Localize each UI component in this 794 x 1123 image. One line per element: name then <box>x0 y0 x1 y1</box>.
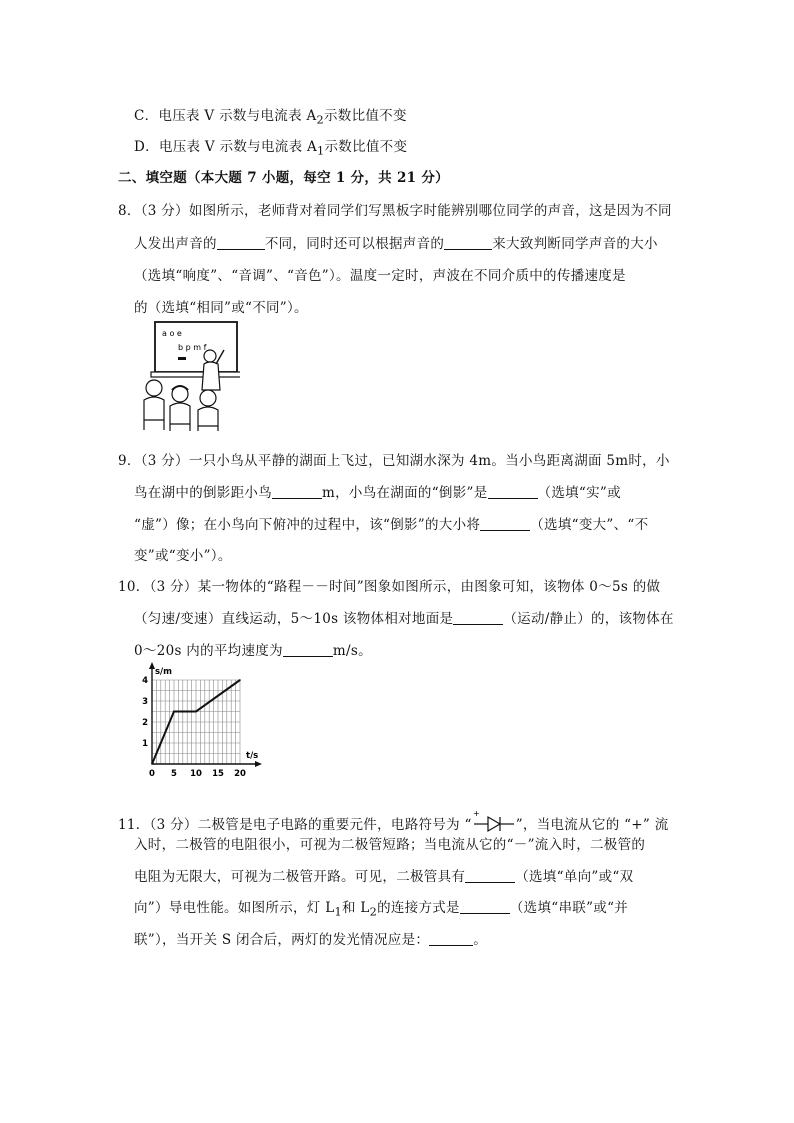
text: m/s。 <box>332 643 372 659</box>
text: 。 <box>473 932 487 948</box>
x-tick-label: 10 <box>190 769 202 779</box>
text: （选填“单向”或“双 <box>515 869 634 885</box>
text: 来大致判断同学声音的大小 <box>492 236 658 252</box>
q8-line1: 8．（3 分）如图所示，老师背对着同学们写黑板字时能辨别哪位同学的声音，这是因为不同 <box>118 203 672 219</box>
answer-blank[interactable] <box>272 485 322 500</box>
text: （选填“串联”或“并 <box>509 900 629 916</box>
x-axis-label: t/s <box>246 751 259 761</box>
data-point <box>195 711 197 713</box>
q11-line2: 入时，二极管的电阻很小，可视为二极管短路；当电流从它的“－”流入时，二极管的 <box>134 837 646 853</box>
option-text: 示数比值不变 <box>324 139 408 155</box>
text: 0～20s 内的平均速度为 <box>134 643 283 659</box>
q10-line2 <box>134 607 674 627</box>
answer-blank[interactable] <box>453 611 503 626</box>
q9-line4: 变”或“变小”）。 <box>134 548 232 564</box>
answer-blank[interactable] <box>460 900 510 915</box>
subscript: 1 <box>317 144 325 158</box>
text: （选填“变大”、“不 <box>530 517 649 533</box>
q11-line1 <box>118 809 669 835</box>
text: 人发出声音的 <box>134 236 217 252</box>
text: 11．（3 分）二极管是电子电路的重要元件，电路符号为 “ <box>118 817 472 833</box>
x-tick-label: 5 <box>171 769 177 779</box>
subscript: 2 <box>316 113 324 127</box>
answer-blank[interactable] <box>444 236 492 251</box>
text: 的连接方式是 <box>377 900 460 916</box>
q8-line4: 的（选填“相同”或“不同”）。 <box>134 300 308 316</box>
text: 电阻为无限大，可视为二极管开路。可见，二极管具有 <box>134 869 466 885</box>
text: 不同，同时还可以根据声音的 <box>264 236 445 252</box>
text: （运动/静止）的，该物体在 <box>503 611 674 627</box>
answer-blank[interactable] <box>429 932 473 947</box>
answer-blank[interactable] <box>465 869 515 884</box>
x-tick-label: 20 <box>234 769 246 779</box>
answer-blank[interactable] <box>480 517 530 532</box>
data-point <box>239 679 241 681</box>
board-text-1: a o e <box>162 329 182 338</box>
distance-time-chart <box>142 660 267 780</box>
x-tick-label: 0 <box>149 769 155 779</box>
subscript: 2 <box>369 905 378 919</box>
classroom-figure <box>140 320 240 432</box>
text: 鸟在湖中的倒影距小鸟 <box>134 485 272 501</box>
y-axis-label: s/m <box>155 667 173 677</box>
option-text: 电压表 V 示数与电流表 A <box>158 108 317 124</box>
diode-symbol-icon <box>472 809 516 835</box>
x-axis-arrow <box>255 761 262 767</box>
data-point <box>151 763 153 765</box>
text: 向”）导电性能。如图所示，灯 L <box>134 900 335 916</box>
text: 联”），当开关 S 闭合后，两灯的发光情况应是： <box>134 932 430 948</box>
y-tick-label: 1 <box>142 739 148 749</box>
option-text: 电压表 V 示数与电流表 A <box>158 139 318 155</box>
q8-line3: （选填“响度”、“音调”、“音色”）。温度一定时，声波在不同介质中的传播速度是 <box>134 268 626 284</box>
option-c <box>134 104 407 127</box>
answer-blank[interactable] <box>488 485 538 500</box>
y-tick-label: 3 <box>142 697 148 707</box>
q9-line3 <box>134 513 648 533</box>
option-letter: D． <box>134 139 159 155</box>
y-tick-label: 4 <box>142 676 148 686</box>
q10-line1: 10．（3 分）某一物体的“路程－－时间”图象如图所示，由图象可知，该物体 0～5s 的做 <box>118 579 661 595</box>
option-text: 示数比值不变 <box>323 108 407 124</box>
q11-line4 <box>134 896 628 919</box>
subscript: 1 <box>334 905 342 919</box>
option-letter: C． <box>134 108 159 124</box>
q8-line2 <box>134 232 658 252</box>
plus-sign: + <box>472 809 480 818</box>
data-point <box>173 711 175 713</box>
q9-line1: 9．（3 分）一只小鸟从平静的湖面上飞过，已知湖水深为 4m。当小鸟距离湖面 5m时，小 <box>118 453 670 469</box>
answer-blank[interactable] <box>217 236 265 251</box>
text: m，小鸟在湖面的“倒影”是 <box>322 485 488 501</box>
q10-line3 <box>134 639 372 659</box>
q9-line2 <box>134 481 621 501</box>
option-d <box>134 135 407 158</box>
text: “虚”）像；在小鸟向下俯冲的过程中，该“倒影”的大小将 <box>134 517 481 533</box>
x-tick-label: 15 <box>212 769 224 779</box>
text: 和 L <box>341 900 370 916</box>
section-title: 二、填空题（本大题 7 小题，每空 1 分，共 21 分） <box>118 170 449 186</box>
y-tick-label: 2 <box>142 718 148 728</box>
text: （匀速/变速）直线运动，5～10s 该物体相对地面是 <box>134 611 454 627</box>
text: （选填“实”或 <box>537 485 621 501</box>
text: ”，当电流从它的 “+” 流 <box>515 817 669 833</box>
answer-blank[interactable] <box>283 643 333 658</box>
q11-line3 <box>134 865 633 885</box>
q11-line5 <box>134 928 487 948</box>
board-text-2: b p m f <box>178 343 207 352</box>
